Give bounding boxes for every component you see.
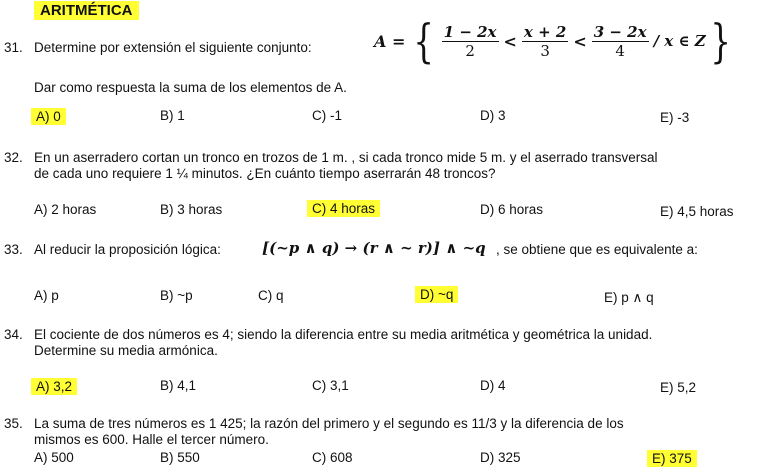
option-e: E) 4,5 horas <box>660 204 734 219</box>
logic-proposition: [(~p ∧ q) → (r ∧ ~ r)] ∧ ~q <box>262 239 486 257</box>
option-b: B) 1 <box>160 108 185 123</box>
option-a-correct: A) 3,2 <box>31 378 77 395</box>
option-d: D) 6 horas <box>480 202 544 217</box>
option-e: E) -3 <box>660 110 690 125</box>
option-b: B) 550 <box>160 450 200 465</box>
fraction-2: $\frac{x + 2}{3}$ <box>523 22 567 60</box>
option-c-correct: C) 4 horas <box>307 200 380 217</box>
option-c: C) 608 <box>312 450 353 465</box>
section-title: ARITMÉTICA <box>34 1 139 20</box>
option-a-correct: A) 0 <box>31 108 66 125</box>
question-text: En un aserradero cortan un tronco en trozos de 1 m. , si cada tronco mide 5 m. y el aserrado transversal <box>34 150 658 165</box>
option-e: E) 5,2 <box>660 380 697 395</box>
option-d: D) 4 <box>480 378 506 393</box>
less-than: < <box>503 31 517 51</box>
option-c: C) q <box>258 288 284 303</box>
question-number: 33. <box>4 242 23 257</box>
right-brace: } <box>710 14 731 68</box>
question-text: Al reducir la proposición lógica: <box>34 242 221 257</box>
left-brace: { <box>413 14 435 68</box>
question-text-2: de cada uno requiere 1 ¼ minutos. ¿En cuánto tiempo aserrarán 48 troncos? <box>34 166 496 181</box>
option-c: C) 3,1 <box>312 378 349 393</box>
fraction-1: $\frac{1 - 2x}{2}$ <box>443 22 497 60</box>
question-text-2: mismos es 600. Halle el tercer número. <box>34 432 269 447</box>
question-text: El cociente de dos números es 4; siendo la diferencia entre su media aritmética y geométrica la unidad. <box>34 327 653 342</box>
option-e-correct: E) 375 <box>647 450 697 467</box>
option-e: E) p ∧ q <box>604 290 654 305</box>
option-c: C) -1 <box>312 108 342 123</box>
question-number: 31. <box>4 40 23 55</box>
set-name: A = <box>374 31 406 51</box>
option-a: A) 500 <box>34 450 74 465</box>
option-d: D) 3 <box>480 108 506 123</box>
question-text: Determine por extensión el siguiente conjunto: <box>34 40 312 55</box>
question-number: 34. <box>4 327 23 342</box>
question-number: 35. <box>4 416 23 431</box>
question-text-2: , se obtiene que es equivalente a: <box>496 242 698 257</box>
question-text: La suma de tres números es 1 425; la razón del primero y el segundo es 11/3 y la diferencia de los <box>34 416 624 431</box>
question-number: 32. <box>4 150 23 165</box>
option-b: B) ~p <box>160 288 193 303</box>
question-text-2: Dar como respuesta la suma de los elementos de A. <box>34 80 347 95</box>
fraction-3: $\frac{3 - 2x}{4}$ <box>593 22 647 60</box>
option-b: B) 4,1 <box>160 378 197 393</box>
question-text-2: Determine su media armónica. <box>34 343 218 358</box>
option-d-correct: D) ~q <box>415 286 458 303</box>
set-condition: / x ∈ Z <box>653 32 706 50</box>
option-b: B) 3 horas <box>160 202 223 217</box>
option-a: A) p <box>34 288 59 303</box>
option-a: A) 2 horas <box>34 202 97 217</box>
less-than: < <box>573 31 587 51</box>
set-expression <box>374 14 735 68</box>
option-d: D) 325 <box>480 450 521 465</box>
